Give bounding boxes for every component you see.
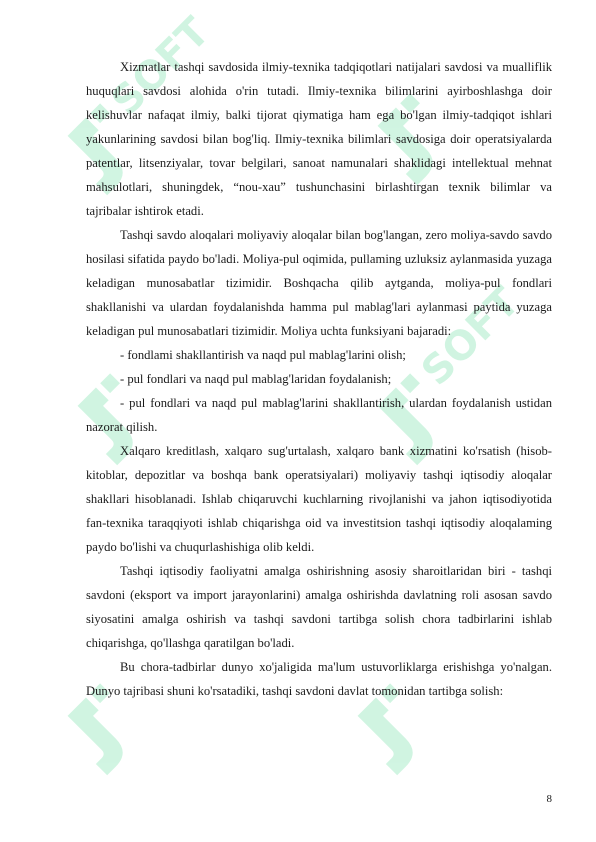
page-number: 8 — [546, 793, 552, 805]
list-item: - pul fondlari va naqd pul mablag'larini shakllantirish, ulardan foydalanish ustidan nazorat qilish. — [86, 396, 552, 434]
body-text — [86, 55, 552, 703]
list-item: - pul fondlari va naqd pul mablag'laridan foydalanish; — [120, 372, 392, 386]
paragraph: Tashqi iqtisodiy faoliyatni amalga oshirishning asosiy sharoitlaridan biri - tashqi savdoni (eksport va import jarayonlarini) amalga oshirishda davlatning roli asosan savdo siyosatini amalga oshirish va tashqi savdoni tartibga solish chora tadbirlarini ishlab chiqarishga, qo'llashga qaratilgan bo'ladi. — [86, 564, 552, 650]
list-item: - fondlami shakllantirish va naqd pul mablag'larini olish; — [120, 348, 406, 362]
paragraph: Bu chora-tadbirlar dunyo xo'jaligida ma'lum ustuvorliklarga erishishga yo'nalgan. Dunyo tajribasi shuni ko'rsatadiki, tashqi savdoni davlat tomonidan tartibga solish: — [86, 660, 552, 698]
watermark-text: SOFT — [412, 278, 529, 395]
paragraph: Xalqaro kreditlash, xalqaro sug'urtalash, xalqaro bank xizmatini ko'rsatish (hisob-kitoblar, depozitlar va boshqa bank operatsiyalari) moliyaviy tashqi iqtisodiy aloqalar shakllari hisoblanadi. Ishlab chiqaruvchi kuchlarning rivojlanishi va jahon iqtisodiyotida fan-texnika taraqqiyoti ishlab chiqarishga oid va investitsion tashqi iqtisodiy aloqalaming paydo bo'lishi va chuqurlashishiga olib keldi. — [86, 444, 552, 554]
paragraph: Tashqi savdo aloqalari moliyaviy aloqalar bilan bog'langan, zero moliya-savdo savdo hosilasi sifatida paydo bo'ladi. Moliya-pul oqimida, pullaming uzluksiz aylanmasida yuzaga keladigan munosabatlar tizimidir. Boshqacha qilib aytganda, moliya-pul fondlari shakllanishi va ulardan foydalanishda hamma pul mablag'lari aylanmasi paytida yuzaga keladigan pul munosabatlari tizimidir. Moliya uchta funksiyani bajaradi: — [86, 228, 552, 338]
watermark-text: SOFT — [102, 8, 219, 125]
paragraph: Xizmatlar tashqi savdosida ilmiy-texnika tadqiqotlari natijalari savdosi va mualliflik huquqlari savdosi alohida o'rin tutadi. Ilmiy-texnika bilimlarini ayirboshlashga doir kelishuvlar nafaqat ilmiy, balki tijorat qiymatiga ham ega bo'lgan ilmiy-tadqiqot ishlari yakunlarining savdosi bilan bog'liq. Ilmiy-texnika bilimlari savdosiga doir operatsiyalarda patentlar, litsenziyalar, tovar belgilari, sanoat namunalari shaklidagi intellektual mehnat mahsulotlari, shuningdek, “nou-xau” tushunchasini birlashtirgan texnik bilimlar va tajribalar ishtirok etadi. — [86, 60, 552, 218]
